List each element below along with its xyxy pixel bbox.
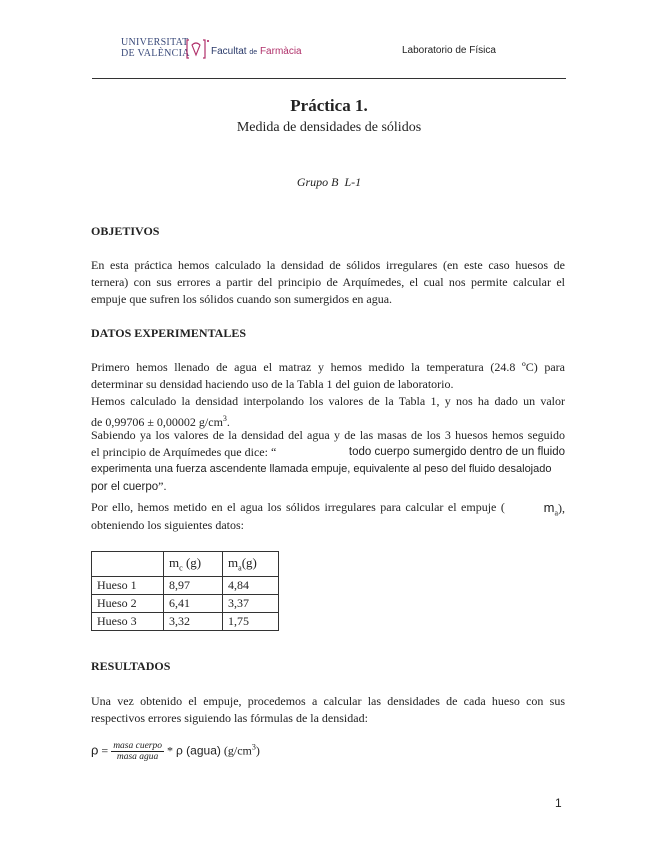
ma-subscript: a <box>554 508 558 518</box>
faculty-name-farmacia: Farmàcia <box>259 46 302 57</box>
objetivos-heading: OBJETIVOS <box>91 224 160 238</box>
cell-ma: 4,84 <box>223 577 279 595</box>
density-unit-exponent: 3 <box>222 414 227 423</box>
faculty-name-main: Facultat <box>211 46 247 57</box>
row-label: Hueso 1 <box>92 577 164 595</box>
row-label: Hueso 3 <box>92 613 164 631</box>
datos-paragraph-4-line-2: obteniendo los siguientes datos: <box>91 518 244 532</box>
datos-heading: DATOS EXPERIMENTALES <box>91 326 247 340</box>
table-header-ma: $m_a(g)$ <box>223 552 279 577</box>
formula-units-close: ) <box>255 743 260 758</box>
cell-ma: 1,75 <box>223 613 279 631</box>
water-density-value: de 0,99706 ± 0,00002 g/cm <box>91 415 223 429</box>
cell-mc: 8,97 <box>164 577 223 595</box>
table-row <box>92 613 279 631</box>
university-logo-text <box>121 37 190 59</box>
archimedes-intro: el principio de Arquímedes que dice: “ <box>91 445 277 459</box>
empuje-close: ), <box>558 501 565 515</box>
header-divider <box>92 78 566 79</box>
table-row <box>92 595 279 613</box>
formula-rho-water: ρ (agua) <box>176 743 221 758</box>
practice-subtitle: Medida de densidades de sólidos <box>236 120 422 135</box>
table-header-mc: $m_c$ (g) <box>164 552 223 577</box>
group-text: Grupo B L-1 <box>296 175 362 189</box>
datos-paragraph-3-line-4 <box>91 478 565 496</box>
formula-units-exponent: 3 <box>251 742 256 752</box>
table-row <box>92 577 279 595</box>
table-header-row <box>92 552 279 577</box>
group-label <box>92 175 566 190</box>
formula-rho: ρ <box>91 742 99 758</box>
mass-data-table <box>91 551 279 631</box>
formula-numerator: masa cuerpo <box>113 741 163 751</box>
datos-paragraph-1: Primero hemos llenado de agua el matraz y hemos medido la temperatura (24.8 ºC) para determinar su densidad haciendo uso de la Tabla 1 del guion de laboratorio. <box>91 360 565 391</box>
datos-paragraph-2-line-1: Hemos calculado la densidad interpolando los valores de la Tabla 1, y nos ha dado un valor <box>91 394 565 408</box>
datos-paragraph-3-line-2 <box>91 444 565 461</box>
archimedes-quote-part-1: todo cuerpo sumergido dentro de un fluido <box>348 446 565 458</box>
faculty-name-connector: de <box>249 49 258 56</box>
cell-mc: 6,41 <box>164 595 223 613</box>
objetivos-text: En esta práctica hemos calculado la densidad de sólidos irregulares (en este caso huesos de ternera) con sus errores a partir del principio de Arquímedes, el cual nos permite calcular el empuje que sufren los sólidos cuando son sumergidos en agua. <box>91 258 565 306</box>
archimedes-quote-part-2: experimenta una fuerza ascendente llamada empuje, equivalente al peso del fluido desalojado <box>91 463 552 475</box>
resultados-text: Una vez obtenido el empuje, procedemos a calcular las densidades de cada hueso con sus respectivos errores siguiendo las fórmulas de la densidad: <box>91 694 565 725</box>
quote-close: ”. <box>158 479 167 493</box>
formula-times: * <box>164 743 177 758</box>
university-name-line1: UNIVERSITAT <box>121 37 189 48</box>
resultados-heading: RESULTADOS <box>91 659 171 673</box>
lab-label: Laboratorio de Física <box>402 45 496 56</box>
cell-mc: 3,32 <box>164 613 223 631</box>
archimedes-quote-part-3: por el cuerpo <box>91 481 159 493</box>
formula-denominator: masa agua <box>116 752 159 762</box>
cell-ma: 3,37 <box>223 595 279 613</box>
ma-symbol: m <box>543 500 555 515</box>
density-formula <box>91 741 260 762</box>
table-header-empty <box>92 552 164 577</box>
formula-fraction <box>111 741 164 762</box>
formula-units: (g/cm <box>220 743 252 758</box>
empuje-sentence: Por ello, hemos metido en el agua los sólidos irregulares para calcular el empuje ( <box>91 500 505 514</box>
sentence-end: . <box>226 415 230 429</box>
row-label: Hueso 2 <box>92 595 164 613</box>
formula-equals: = <box>98 743 112 758</box>
datos-paragraph-3-line-1: Sabiendo ya los valores de la densidad del agua y de las masas de los 3 huesos hemos seguido <box>91 428 565 442</box>
faculty-name <box>211 46 302 57</box>
page-number: 1 <box>555 796 562 810</box>
university-name-line2: DE VALÈNCIA <box>121 48 190 59</box>
practice-title: Práctica 1. <box>290 96 368 115</box>
faculty-emblem-icon <box>186 38 210 60</box>
